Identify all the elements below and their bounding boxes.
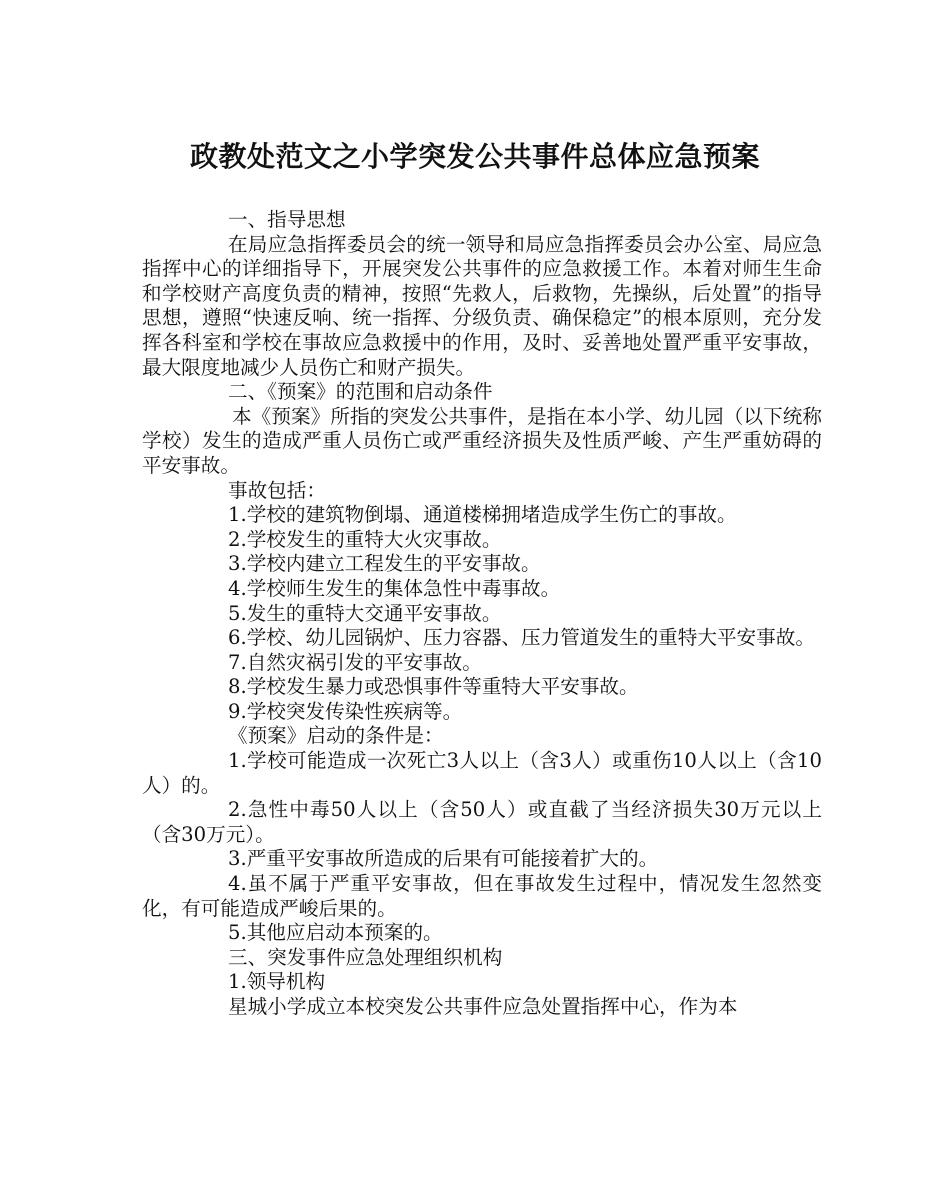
list-item-condition: 3.严重平安事故所造成的后果有可能接着扩大的。 bbox=[228, 847, 659, 871]
subsection-heading-leadership: 1.领导机构 bbox=[228, 970, 326, 994]
section-heading-guiding-ideology: 一、指导思想 bbox=[228, 208, 346, 231]
list-item-accident: 1.学校的建筑物倒塌、通道楼梯拥堵造成学生伤亡的事故。 bbox=[228, 503, 737, 527]
paragraph-leadership: 星城小学成立本校突发公共事件应急处置指挥中心，作为本 bbox=[228, 995, 738, 1018]
document-body bbox=[142, 208, 822, 1020]
paragraph-guiding-ideology: 在局应急指挥委员会的统一领导和局应急指挥委员会办公室、局应急指挥中心的详细指导下，开展突发公共事件的应急救援工作。本着对师生生命和学校财产高度负责的精神，按照“先救人，后救物，先操纵，后处置”的指导思想，遵照“快速反响、统一指挥、分级负责、确保稳定”的根本原则，充分发挥各科室和学校在事故应急救援中的作用，及时、妥善地处置严重平安事故，最大限度地减少人员伤亡和财产损失。 bbox=[142, 232, 822, 379]
list-item-accident: 3.学校内建立工程发生的平安事故。 bbox=[228, 552, 541, 576]
list-item-accident: 6.学校、幼儿园锅炉、压力容器、压力管道发生的重特大平安事故。 bbox=[228, 626, 815, 650]
section-heading-scope: 二、《预案》的范围和启动条件 bbox=[228, 380, 493, 404]
list-item-accident: 9.学校突发传染性疾病等。 bbox=[228, 699, 463, 723]
list-item-condition: 2.急性中毒50人以上（含50人）或直截了当经济损失30万元以上（含30万元）。 bbox=[142, 798, 822, 846]
list-item-accident: 5.发生的重特大交通平安事故。 bbox=[228, 601, 502, 625]
paragraph-accidents-intro: 事故包括： bbox=[228, 478, 326, 502]
list-item-condition: 1.学校可能造成一次死亡3人以上（含3人）或重伤10人以上（含10人）的。 bbox=[142, 749, 822, 797]
paragraph-start-conditions-intro: 《预案》启动的条件是： bbox=[228, 724, 444, 748]
list-item-accident: 2.学校发生的重特大火灾事故。 bbox=[228, 527, 502, 551]
list-item-condition: 4.虽不属于严重平安事故，但在事故发生过程中，情况发生忽然变化，有可能造成严峻后果的。 bbox=[142, 872, 822, 920]
list-item-accident: 4.学校师生发生的集体急性中毒事故。 bbox=[228, 576, 561, 600]
paragraph-scope: 本《预案》所指的突发公共事件，是指在本小学、幼儿园（以下统称学校）发生的造成严重人员伤亡或严重经济损失及性质严峻、产生严重妨碍的平安事故。 bbox=[142, 404, 822, 477]
list-item-accident: 8.学校发生暴力或恐惧事件等重特大平安事故。 bbox=[228, 675, 639, 699]
section-heading-organization: 三、突发事件应急处理组织机构 bbox=[228, 945, 503, 969]
list-item-accident: 7.自然灾祸引发的平安事故。 bbox=[228, 650, 482, 674]
list-item-condition: 5.其他应启动本预案的。 bbox=[228, 921, 443, 945]
document-title: 政教处范文之小学突发公共事件总体应急预案 bbox=[189, 140, 760, 173]
